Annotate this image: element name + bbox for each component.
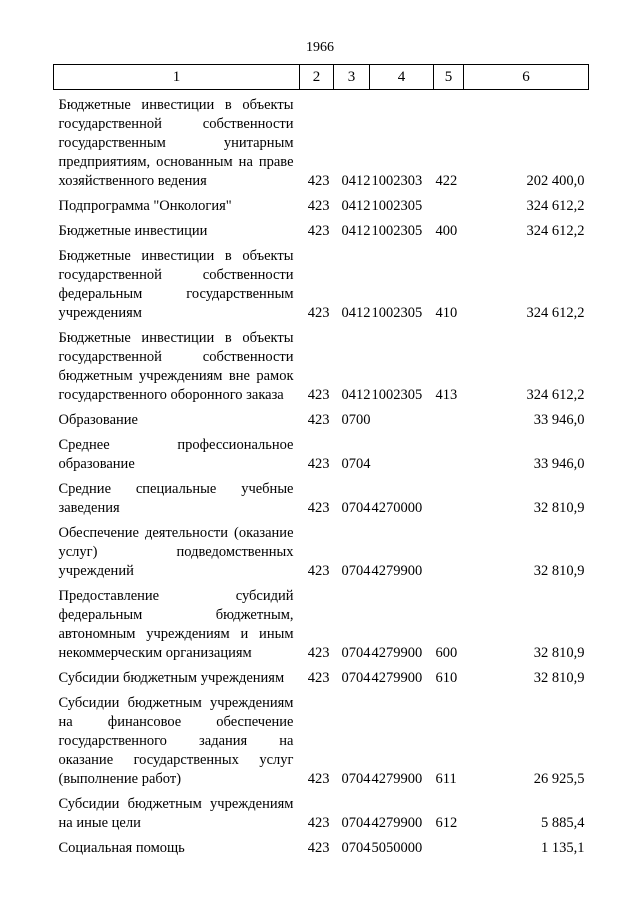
row-section-cell: 0412 [341, 305, 371, 321]
row-name-cell: Среднее профессиональное образование [58, 437, 294, 472]
page-number: 1966 [306, 40, 334, 55]
row-section-cell: 0412 [341, 387, 371, 403]
row-amount-cell: 324 612,2 [526, 387, 585, 403]
row-chapter-cell: 423 [307, 670, 330, 686]
row-expense-type-cell [434, 833, 464, 858]
table-row [54, 241, 589, 323]
table-row [54, 405, 589, 430]
table-row [54, 789, 589, 833]
row-name-cell: Бюджетные инвестиции в объекты государственной собственности государственным унитарным предприятиям, основанным на праве хозяйственного ведения [58, 97, 294, 189]
row-section-cell: 0704 [341, 645, 371, 661]
row-chapter-cell: 423 [307, 223, 330, 239]
row-expense-type-cell: 610 [435, 670, 458, 686]
row-name-cell: Средние специальные учебные заведения [58, 481, 294, 516]
header-col-1: 1 [54, 65, 300, 90]
row-name-cell: Обеспечение деятельности (оказание услуг) подведомственных учреждений [58, 525, 294, 579]
row-expense-type-cell [434, 430, 464, 474]
row-target-cell: 1002305 [371, 198, 423, 214]
row-chapter-cell: 423 [307, 173, 330, 189]
table-row [54, 688, 589, 789]
row-name-cell: Предоставление субсидий федеральным бюджетным, автономным учреждениям и иным некоммерческим организациям [58, 588, 294, 661]
row-section-cell: 0704 [341, 563, 371, 579]
row-section-cell: 0704 [341, 815, 371, 831]
header-col-5: 5 [434, 65, 464, 90]
row-amount-cell: 324 612,2 [526, 305, 585, 321]
row-chapter-cell: 423 [307, 387, 330, 403]
row-target-cell: 4279900 [371, 670, 423, 686]
header-col-6: 6 [464, 65, 589, 90]
row-name-cell: Бюджетные инвестиции в объекты государственной собственности бюджетным учреждениям вне рамок государственного оборонного заказа [58, 330, 294, 403]
row-target-cell: 4270000 [371, 500, 423, 516]
table-row [54, 430, 589, 474]
row-expense-type-cell: 611 [435, 771, 457, 787]
row-expense-type-cell: 400 [435, 223, 458, 239]
row-name-cell: Подпрограмма "Онкология" [58, 198, 232, 214]
row-target-cell: 4279900 [371, 771, 423, 787]
row-chapter-cell: 423 [307, 563, 330, 579]
table-row [54, 581, 589, 663]
row-amount-cell: 1 135,1 [541, 840, 585, 856]
row-expense-type-cell: 612 [435, 815, 458, 831]
row-expense-type-cell: 422 [435, 173, 458, 189]
row-section-cell: 0704 [341, 840, 371, 856]
table-row [54, 474, 589, 518]
row-section-cell: 0412 [341, 198, 371, 214]
row-expense-type-cell: 410 [435, 305, 458, 321]
row-target-cell [370, 430, 434, 474]
row-expense-type-cell [434, 191, 464, 216]
row-amount-cell: 5 885,4 [541, 815, 585, 831]
row-target-cell: 1002305 [371, 223, 423, 239]
row-chapter-cell: 423 [307, 412, 330, 428]
row-chapter-cell: 423 [307, 645, 330, 661]
row-chapter-cell: 423 [307, 305, 330, 321]
row-expense-type-cell [434, 518, 464, 581]
row-amount-cell: 32 810,9 [533, 645, 585, 661]
table-row [54, 323, 589, 405]
row-expense-type-cell: 413 [435, 387, 458, 403]
header-col-4: 4 [370, 65, 434, 90]
row-section-cell: 0412 [341, 173, 371, 189]
table-row [54, 663, 589, 688]
row-amount-cell: 33 946,0 [533, 412, 585, 428]
row-target-cell: 4279900 [371, 645, 423, 661]
row-amount-cell: 202 400,0 [526, 173, 585, 189]
row-name-cell: Субсидии бюджетным учреждениям на финансовое обеспечение государственного задания на оказание государственных услуг (выполнение работ) [58, 695, 294, 787]
row-chapter-cell: 423 [307, 198, 330, 214]
row-amount-cell: 324 612,2 [526, 223, 585, 239]
row-target-cell: 1002305 [371, 305, 423, 321]
row-target-cell: 4279900 [371, 815, 423, 831]
row-chapter-cell: 423 [307, 771, 330, 787]
row-amount-cell: 324 612,2 [526, 198, 585, 214]
table-row [54, 518, 589, 581]
row-name-cell: Бюджетные инвестиции в объекты государственной собственности федеральным государственным учреждениям [58, 248, 294, 321]
row-name-cell: Образование [58, 412, 138, 428]
row-chapter-cell: 423 [307, 456, 330, 472]
budget-table [53, 64, 589, 858]
row-target-cell [370, 405, 434, 430]
header-col-2: 2 [300, 65, 334, 90]
row-target-cell: 1002305 [371, 387, 423, 403]
table-header [54, 65, 589, 90]
row-name-cell: Социальная помощь [58, 840, 185, 856]
row-expense-type-cell [434, 405, 464, 430]
row-section-cell: 0704 [341, 670, 371, 686]
table-row [54, 216, 589, 241]
row-target-cell: 5050000 [371, 840, 423, 856]
row-name-cell: Субсидии бюджетным учреждениям на иные цели [58, 796, 294, 831]
row-section-cell: 0704 [341, 500, 371, 516]
row-name-cell: Бюджетные инвестиции [58, 223, 208, 239]
row-name-cell: Субсидии бюджетным учреждениям [58, 670, 285, 686]
table-body [54, 90, 589, 859]
row-target-cell: 1002303 [371, 173, 423, 189]
table-row [54, 90, 589, 192]
row-expense-type-cell: 600 [435, 645, 458, 661]
row-amount-cell: 32 810,9 [533, 563, 585, 579]
row-chapter-cell: 423 [307, 840, 330, 856]
row-amount-cell: 32 810,9 [533, 500, 585, 516]
row-chapter-cell: 423 [307, 815, 330, 831]
row-section-cell: 0412 [341, 223, 371, 239]
row-target-cell: 4279900 [371, 563, 423, 579]
table-row [54, 833, 589, 858]
row-amount-cell: 33 946,0 [533, 456, 585, 472]
header-col-3: 3 [334, 65, 370, 90]
row-chapter-cell: 423 [307, 500, 330, 516]
row-amount-cell: 32 810,9 [533, 670, 585, 686]
row-section-cell: 0704 [341, 771, 371, 787]
table-row [54, 191, 589, 216]
row-section-cell: 0700 [341, 412, 371, 428]
row-amount-cell: 26 925,5 [533, 771, 585, 787]
row-expense-type-cell [434, 474, 464, 518]
row-section-cell: 0704 [341, 456, 371, 472]
